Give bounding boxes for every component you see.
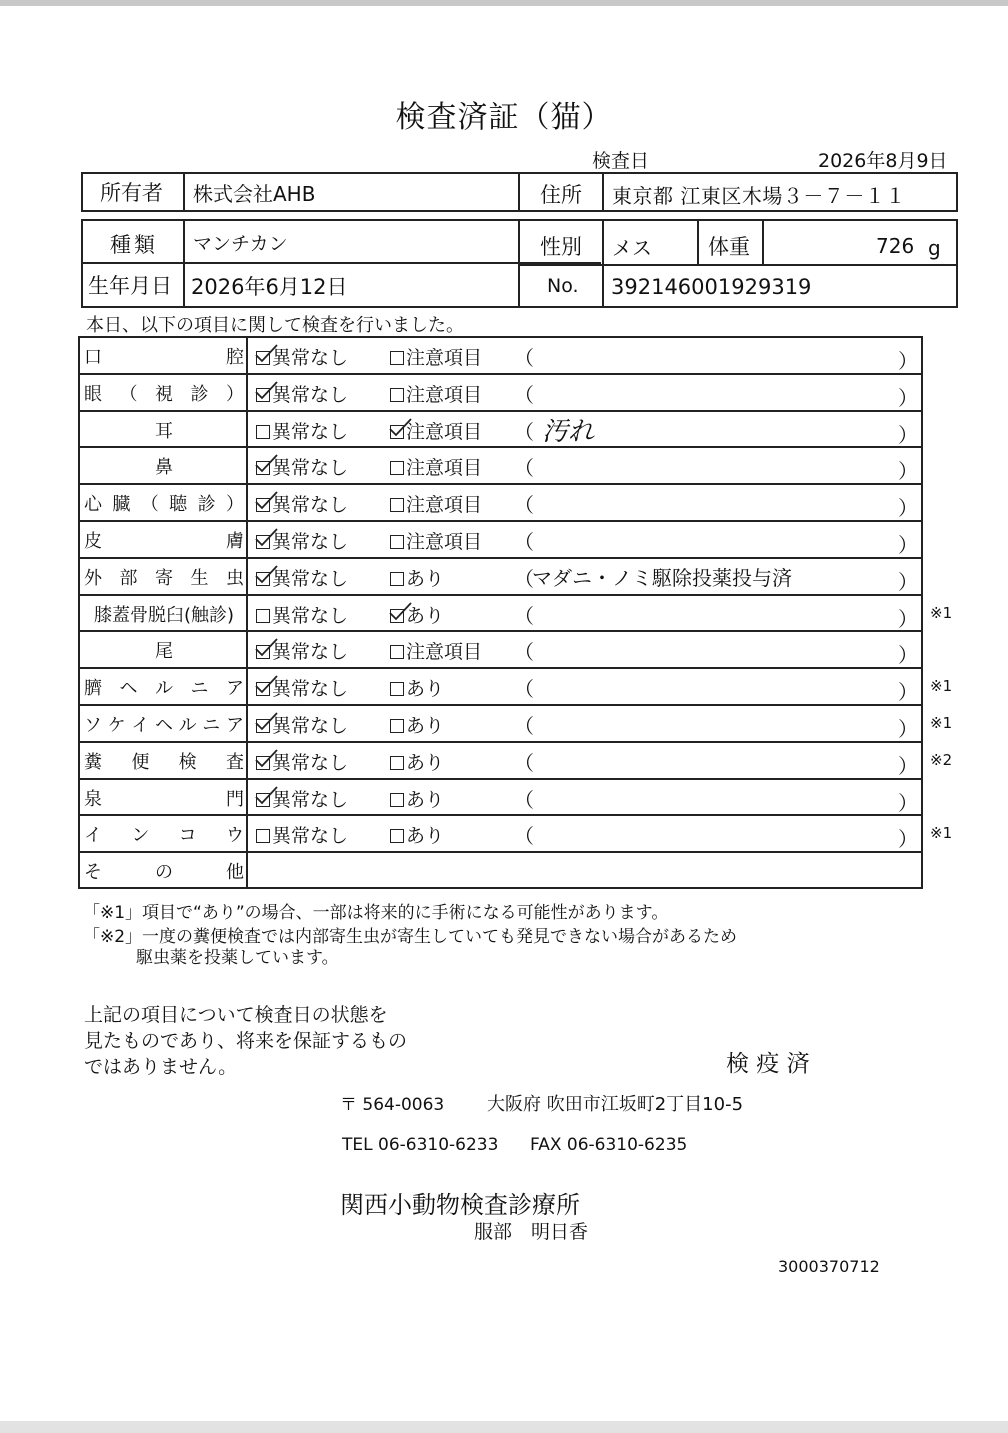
option-attention-label: あり (406, 751, 445, 774)
paren-close: ） (898, 459, 918, 484)
row-label-char: 心 (84, 494, 102, 516)
row-label (84, 637, 244, 663)
paren-close: ） (898, 385, 918, 410)
paren-close: ） (898, 717, 918, 741)
row-label-char: 泉 (84, 788, 102, 810)
row-label (84, 785, 244, 811)
checkbox-normal[interactable] (256, 829, 270, 843)
option-normal[interactable] (256, 564, 348, 591)
owner-value: 株式会社AHB (193, 182, 316, 206)
row-divider (78, 741, 923, 743)
row-divider (78, 630, 923, 632)
footnote-1: 「※1」項目で“あり”の場合、一部は将来的に手術になる可能性があります。 (83, 903, 669, 923)
row-label-char: 外 (84, 567, 102, 589)
option-normal[interactable] (256, 380, 348, 407)
row-label (84, 490, 244, 516)
sex-label: 性別 (540, 235, 582, 259)
option-attention[interactable] (390, 637, 482, 664)
checkbox-attention[interactable] (390, 535, 404, 549)
row-divider (78, 520, 923, 522)
breed-value: マンチカン (193, 233, 288, 255)
row-label-char: ウ (225, 825, 244, 847)
option-normal[interactable] (256, 748, 348, 775)
paren-close: ） (898, 349, 918, 373)
number-value: 392146001929319 (611, 275, 812, 299)
row-label-char: ン (131, 825, 150, 847)
divider (602, 219, 604, 308)
paren-open: （ (514, 456, 534, 481)
checkbox-attention[interactable] (390, 461, 404, 475)
row-label-char: 眼 (84, 383, 102, 405)
option-normal-label: 異常なし (272, 825, 349, 848)
option-attention[interactable] (390, 343, 482, 370)
row-label-char: 尾 (155, 641, 173, 663)
option-attention-label: 注意項目 (406, 641, 483, 664)
option-attention[interactable] (390, 453, 482, 480)
row-label-char: 視 (155, 383, 173, 405)
row-label-char: ソ (84, 715, 102, 736)
row-note: マダニ・ノミ駆除投薬投与済 (532, 565, 792, 590)
row-footnote-mark: ※1 (930, 677, 953, 696)
checkbox-normal[interactable] (256, 645, 270, 659)
paren-open: （ (514, 677, 534, 702)
row-label-char: コ (178, 825, 197, 847)
checkbox-attention[interactable] (390, 793, 404, 807)
row-divider (78, 373, 923, 375)
option-attention-label: あり (406, 604, 445, 627)
scan-bottom-band (0, 1421, 1008, 1433)
row-label-char: 診 (190, 383, 209, 405)
row-label-char: 臍 (84, 678, 102, 700)
option-normal[interactable] (256, 637, 348, 664)
paren-open: （ (514, 493, 534, 518)
row-footnote-mark: ※1 (930, 603, 953, 622)
paren-open: （ (514, 750, 534, 775)
option-attention[interactable] (390, 785, 444, 812)
row-label-char: ） (226, 383, 244, 405)
checkbox-normal[interactable] (256, 719, 270, 733)
row-label (84, 748, 244, 774)
checkbox-normal[interactable] (256, 756, 270, 770)
document-code: 3000370712 (778, 1257, 880, 1276)
weight-unit: g (928, 236, 941, 260)
row-label-char: 皮 (84, 531, 102, 552)
disclaimer-line-3: ではありません。 (84, 1056, 238, 1078)
clinic-address: 大阪府 吹田市江坂町2丁目10-5 (487, 1094, 744, 1115)
row-footnote-mark: ※1 (930, 714, 953, 732)
option-normal[interactable] (256, 711, 348, 738)
row-label-char: イ (131, 715, 150, 736)
row-label-char: （ (119, 383, 138, 405)
checkbox-attention[interactable] (390, 645, 404, 659)
weight-label: 体重 (708, 235, 750, 259)
row-divider (78, 814, 923, 816)
checkbox-attention[interactable] (390, 498, 404, 512)
option-attention-label: あり (406, 678, 445, 701)
address-value: 東京都 江東区木場３－７－１１ (612, 184, 906, 208)
row-label-char: 耳 (155, 420, 173, 442)
birthdate-value: 2026年6月12日 (191, 275, 348, 299)
handwritten-check-icon (253, 453, 279, 473)
option-attention[interactable] (390, 601, 444, 628)
birthdate-label: 生年月日 (88, 274, 172, 298)
option-attention-label: 注意項目 (406, 531, 483, 553)
row-label-char: ヘ (154, 715, 173, 736)
row-label-char: ） (225, 494, 244, 516)
option-attention[interactable] (390, 417, 482, 444)
option-normal[interactable] (256, 343, 348, 370)
row-label (84, 527, 244, 553)
option-normal-label: 異常なし (272, 494, 349, 517)
row-label-char: 鼻 (155, 457, 173, 479)
number-label: No. (547, 275, 579, 297)
option-attention[interactable] (390, 711, 444, 738)
paren-close: ） (898, 753, 918, 778)
row-label-char: 生 (190, 567, 209, 589)
divider (762, 219, 764, 264)
disclaimer-line-2: 見たものであり、将来を保証するもの (84, 1030, 408, 1052)
option-normal[interactable] (256, 490, 348, 517)
checkbox-attention[interactable] (390, 829, 404, 843)
option-attention-label: 注意項目 (406, 420, 483, 443)
label-column-divider (246, 336, 248, 888)
handwritten-note: 汚れ (542, 416, 595, 447)
other-label (84, 858, 244, 884)
option-normal[interactable] (256, 785, 348, 812)
paren-close: ） (898, 569, 918, 594)
paren-open: （ (514, 824, 534, 849)
footnote-2-cont: 駆虫薬を投薬しています。 (136, 948, 339, 968)
checkbox-normal[interactable] (256, 682, 270, 696)
checkbox-normal[interactable] (256, 535, 270, 549)
handwritten-check-icon (253, 748, 279, 768)
option-attention-label: 注意項目 (406, 457, 483, 480)
paren-open: （ (514, 346, 534, 370)
option-normal[interactable] (256, 601, 348, 628)
paren-close: ） (898, 790, 918, 815)
row-label-char: ニ (190, 678, 209, 700)
row-divider (78, 410, 923, 412)
checkbox-attention[interactable] (390, 351, 404, 365)
row-label-char: 診 (197, 494, 216, 516)
row-label-char: 他 (226, 862, 244, 884)
checkbox-normal[interactable] (256, 609, 270, 623)
option-normal[interactable] (256, 821, 348, 848)
paren-open: （ (514, 566, 534, 591)
option-normal-label: 異常なし (272, 788, 349, 811)
checkbox-normal[interactable] (256, 793, 270, 807)
row-label-char: ア (226, 678, 244, 700)
option-attention[interactable] (390, 527, 482, 554)
handwritten-check-icon (253, 785, 279, 805)
row-divider (78, 446, 923, 448)
row-footnote-mark: ※1 (930, 824, 953, 843)
handwritten-check-icon (253, 674, 279, 694)
row-label-char: 聴 (169, 494, 188, 516)
option-normal-label: 異常なし (272, 641, 349, 664)
option-normal-label: 異常なし (272, 420, 349, 443)
handwritten-check-icon (387, 417, 413, 437)
row-label-char: 虫 (226, 567, 244, 589)
handwritten-check-icon (253, 637, 279, 657)
option-attention-label: 注意項目 (406, 347, 483, 369)
row-label-char: の (155, 862, 173, 884)
handwritten-check-icon (253, 527, 279, 547)
option-normal-label: 異常なし (272, 347, 349, 369)
row-label-char: 便 (131, 751, 150, 773)
checkbox-attention[interactable] (390, 572, 404, 586)
row-label (84, 417, 244, 443)
quarantine-stamp-text: 検 疫 済 (726, 1051, 810, 1077)
option-normal-label: 異常なし (272, 715, 349, 737)
intro-text: 本日、以下の項目に関して検査を行いました。 (86, 315, 464, 336)
paren-open: （ (514, 382, 534, 407)
row-divider (78, 851, 923, 853)
address-label: 住所 (540, 183, 582, 207)
clinic-fax: FAX 06-6310-6235 (530, 1135, 688, 1155)
checkbox-attention[interactable] (390, 425, 404, 439)
breed-label: 種類 (110, 233, 158, 257)
row-label-char: ヘ (119, 678, 138, 700)
checkbox-attention[interactable] (390, 756, 404, 770)
row-divider (78, 778, 923, 780)
checkbox-attention[interactable] (390, 388, 404, 402)
row-footnote-mark: ※2 (930, 750, 953, 769)
checkbox-normal[interactable] (256, 388, 270, 402)
row-label-char: 検 (178, 751, 197, 773)
row-label-char: ケ (107, 715, 126, 736)
row-divider (78, 483, 923, 485)
row-divider (78, 594, 923, 596)
paren-open: （ (514, 787, 534, 812)
row-label-char: そ (84, 862, 102, 884)
option-normal-label: 異常なし (272, 751, 349, 774)
row-label-char: （ (140, 494, 159, 516)
clinic-name: 関西小動物検査診療所 (340, 1191, 580, 1219)
row-label-char: 臓 (112, 494, 131, 516)
option-attention-label: 注意項目 (406, 383, 483, 406)
row-label-char: ニ (202, 715, 221, 736)
sex-value: メス (612, 236, 652, 260)
row-label (84, 711, 244, 737)
other-field[interactable] (250, 855, 918, 884)
paren-close: ） (898, 606, 918, 631)
divider (697, 219, 699, 264)
checkbox-normal[interactable] (256, 351, 270, 365)
row-label-char: 口 (84, 347, 102, 368)
option-normal-label: 異常なし (272, 383, 349, 406)
row-label (84, 343, 244, 369)
divider (183, 172, 185, 212)
row-label (84, 564, 244, 590)
checkbox-attention[interactable] (390, 682, 404, 696)
row-label-char: 査 (225, 751, 244, 773)
paren-open: （ (514, 714, 534, 738)
scan-top-band (0, 0, 1008, 6)
paren-open: （ (514, 419, 534, 444)
option-normal-label: 異常なし (272, 567, 349, 590)
clinic-tel: TEL 06-6310-6233 (342, 1135, 499, 1155)
option-normal-label: 異常なし (272, 678, 349, 701)
paren-close: ） (898, 533, 918, 557)
checkbox-normal[interactable] (256, 425, 270, 439)
divider (183, 219, 185, 308)
option-attention-label: あり (406, 788, 445, 811)
option-normal[interactable] (256, 417, 348, 444)
option-attention-label: あり (406, 825, 445, 848)
option-attention[interactable] (390, 564, 444, 591)
option-normal-label: 異常なし (272, 457, 349, 480)
paren-close: ） (898, 496, 918, 521)
option-attention[interactable] (390, 821, 444, 848)
row-label (84, 674, 244, 700)
handwritten-check-icon (253, 343, 279, 363)
checkbox-normal[interactable] (256, 572, 270, 586)
row-label-char: 膚 (226, 531, 244, 552)
clinic-person: 服部 明日香 (474, 1221, 589, 1243)
checkbox-attention[interactable] (390, 609, 404, 623)
option-attention[interactable] (390, 380, 482, 407)
paren-open: （ (514, 640, 534, 665)
row-label-char: 糞 (84, 751, 102, 773)
divider (518, 172, 520, 212)
paren-close: ） (898, 422, 918, 447)
handwritten-check-icon (253, 380, 279, 400)
checkbox-attention[interactable] (390, 719, 404, 733)
option-normal[interactable] (256, 527, 348, 554)
option-attention-label: あり (406, 715, 445, 737)
paren-close: ） (898, 643, 918, 668)
row-label (84, 453, 244, 479)
row-label (84, 380, 244, 406)
exam-date-value: 2026年8月9日 (818, 150, 948, 172)
handwritten-check-icon (253, 490, 279, 510)
option-attention-label: 注意項目 (406, 494, 483, 517)
disclaimer-line-1: 上記の項目について検査日の状態を (84, 1004, 388, 1026)
handwritten-check-icon (387, 601, 413, 621)
footnote-2: 「※2」一度の糞便検査では内部寄生虫が寄生していても発見できない場合があるため (83, 927, 738, 947)
row-label-char: イ (84, 825, 102, 847)
handwritten-check-icon (253, 711, 279, 731)
option-normal-label: 異常なし (272, 531, 349, 553)
divider (518, 219, 520, 308)
page-title: 検査済証（猫） (395, 100, 613, 135)
row-label-char: 膝蓋骨脱臼(触診) (93, 604, 235, 626)
clinic-postal: 〒 564-0063 (340, 1095, 445, 1115)
row-divider (78, 667, 923, 669)
checkbox-normal[interactable] (256, 498, 270, 512)
option-normal[interactable] (256, 453, 348, 480)
paren-open: （ (514, 530, 534, 554)
row-label-char: 寄 (155, 567, 173, 589)
row-label-char: ル (155, 678, 173, 700)
row-label (84, 821, 244, 847)
paren-close: ） (898, 827, 918, 852)
weight-value: 726 (876, 234, 915, 258)
handwritten-check-icon (253, 564, 279, 584)
row-label-char: 部 (119, 567, 138, 589)
divider (518, 264, 958, 266)
row-label-char: ル (178, 715, 197, 736)
option-attention[interactable] (390, 674, 444, 701)
row-label-char: 門 (226, 788, 244, 810)
checkbox-normal[interactable] (256, 461, 270, 475)
owner-label: 所有者 (100, 181, 163, 205)
exam-date-label: 検査日 (592, 150, 650, 172)
option-attention-label: あり (406, 567, 445, 590)
row-divider (78, 704, 923, 706)
option-attention[interactable] (390, 748, 444, 775)
option-normal[interactable] (256, 674, 348, 701)
paren-close: ） (898, 680, 918, 705)
option-attention[interactable] (390, 490, 482, 517)
option-normal-label: 異常なし (272, 604, 349, 627)
paren-open: （ (514, 603, 534, 628)
divider (602, 172, 604, 212)
row-divider (78, 557, 923, 559)
row-label-char: ア (225, 715, 244, 736)
row-label-char: 腔 (226, 347, 244, 368)
row-label (84, 601, 244, 627)
